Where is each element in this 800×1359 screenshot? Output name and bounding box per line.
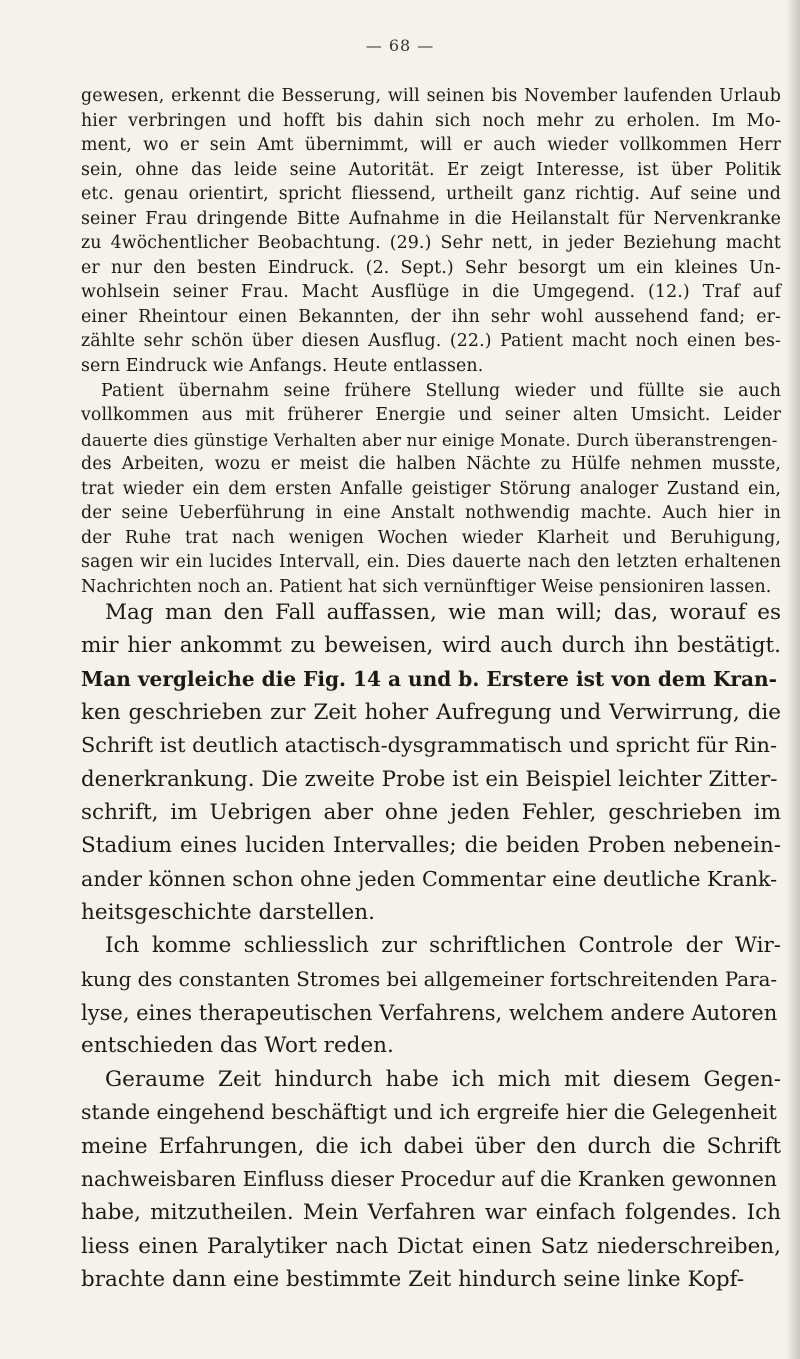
- text-line: ment, wo er sein Amt übernimmt, will er auch wieder vollkommen Herr: [81, 135, 781, 156]
- text-line: brachte dann eine bestimmte Zeit hindurch seine linke Kopf-: [81, 1266, 745, 1292]
- text-line: Nachrichten noch an. Patient hat sich vernünftiger Weise pensioniren lassen.: [81, 576, 772, 597]
- case-history-paragraph-1: [81, 84, 781, 379]
- text-line: vollkommen aus mit früherer Energie und seiner alten Umsicht. Leider: [81, 405, 781, 426]
- text-line: Patient übernahm seine frühere Stellung wieder und füllte sie auch: [101, 380, 781, 401]
- text-line: lyse, eines therapeutischen Verfahrens, welchem andere Autoren: [81, 1000, 778, 1026]
- text-line: trat wieder ein dem ersten Anfalle geistiger Störung analoger Zustand ein,: [81, 478, 781, 499]
- text-line: sagen wir ein lucides Intervall, ein. Dies dauerte nach den letzten erhaltenen: [81, 552, 781, 573]
- text-line: gewesen, erkennt die Besserung, will seinen bis November laufenden Urlaub: [81, 86, 781, 106]
- text-line: Mag man den Fall auffassen, wie man will; das, worauf es: [105, 600, 781, 625]
- text-line: meine Erfahrungen, die ich dabei über den durch die Schrift: [81, 1133, 781, 1159]
- text-line: er nur den besten Eindruck. (2. Sept.) Sehr besorgt um ein kleines Un-: [81, 257, 781, 278]
- text-line: nachweisbaren Einfluss dieser Procedur auf die Kranken gewonnen: [81, 1166, 777, 1191]
- text-line: etc. genau orientirt, spricht fliessend, urtheilt ganz richtig. Auf seine und: [81, 184, 781, 205]
- text-line: seiner Frau dringende Bitte Aufnahme in die Heilanstalt für Nervenkranke: [81, 208, 781, 229]
- text-line: heitsgeschichte darstellen.: [81, 900, 375, 926]
- main-paragraph-2: [81, 929, 781, 1062]
- text-line: der seine Ueberführung in eine Anstalt nothwendig machte. Auch hier in: [81, 503, 781, 524]
- text-line: Man vergleiche die Fig. 14 a und b. Erstere ist von dem Kran-: [81, 666, 777, 691]
- text-line: habe, mitzutheilen. Mein Verfahren war einfach folgendes. Ich: [81, 1200, 781, 1226]
- text-line: der Ruhe trat nach wenigen Wochen wieder Klarheit und Beruhigung,: [81, 527, 781, 548]
- text-line: wohlsein seiner Frau. Macht Ausflüge in die Umgegend. (12.) Traf auf: [81, 282, 781, 303]
- text-line: Geraume Zeit hindurch habe ich mich mit diesem Gegen-: [105, 1066, 781, 1092]
- text-line: mir hier ankommt zu beweisen, wird auch durch ihn bestätigt.: [81, 633, 781, 659]
- text-line: ander können schon ohne jeden Commentar eine deutliche Krank-: [81, 866, 778, 891]
- text-line: des Arbeiten, wozu er meist die halben Nächte zu Hülfe nehmen musste,: [81, 454, 781, 475]
- text-line: stande eingehend beschäftigt und ich ergreife hier die Gelegenheit: [81, 1100, 777, 1125]
- text-line: ken geschrieben zur Zeit hoher Aufregung und Verwirrung, die: [81, 700, 781, 726]
- text-line: schrift, im Uebrigen aber ohne jeden Fehler, geschrieben im: [81, 800, 781, 826]
- text-line: dauerte dies günstige Verhalten aber nur einige Monate. Durch überanstrengen-: [81, 429, 778, 450]
- text-line: Schrift ist deutlich atactisch-dysgrammatisch und spricht für Rin-: [81, 733, 778, 758]
- text-line: Stadium eines luciden Intervalles; die beiden Proben nebenein-: [81, 833, 781, 859]
- text-line: denerkrankung. Die zweite Probe ist ein Beispiel leichter Zitter-: [81, 766, 778, 792]
- main-text-section: [81, 596, 781, 1296]
- text-line: einer Rheintour einen Bekannten, der ihn sehr wohl aussehend fand; er-: [81, 306, 781, 327]
- text-line: sern Eindruck wie Anfangs. Heute entlassen.: [81, 356, 484, 377]
- text-line: liess einen Paralytiker nach Dictat einen Satz niederschreiben,: [81, 1233, 781, 1259]
- text-line: entschieden das Wort reden.: [81, 1033, 394, 1059]
- text-line: hier verbringen und hofft bis dahin sich noch mehr zu erholen. Im Mo-: [81, 110, 781, 131]
- case-history-paragraph-2: [81, 379, 781, 600]
- case-history-section: [81, 84, 781, 599]
- text-line: Ich komme schliesslich zur schriftlichen Controle der Wir-: [105, 933, 781, 959]
- page-number: — 68 —: [365, 36, 435, 55]
- text-line: sein, ohne das leide seine Autorität. Er zeigt Interesse, ist über Politik: [81, 159, 781, 180]
- main-paragraph-1: [81, 596, 781, 929]
- text-line: zu 4wöchentlicher Beobachtung. (29.) Sehr nett, in jeder Beziehung macht: [81, 233, 781, 254]
- page-edge-shadow: [786, 0, 800, 1359]
- main-paragraph-3: [81, 1063, 781, 1296]
- text-line: zählte sehr schön über diesen Ausflug. (22.) Patient macht noch einen bes-: [81, 331, 781, 352]
- text-line: kung des constanten Stromes bei allgemeiner fortschreitenden Para-: [81, 967, 778, 991]
